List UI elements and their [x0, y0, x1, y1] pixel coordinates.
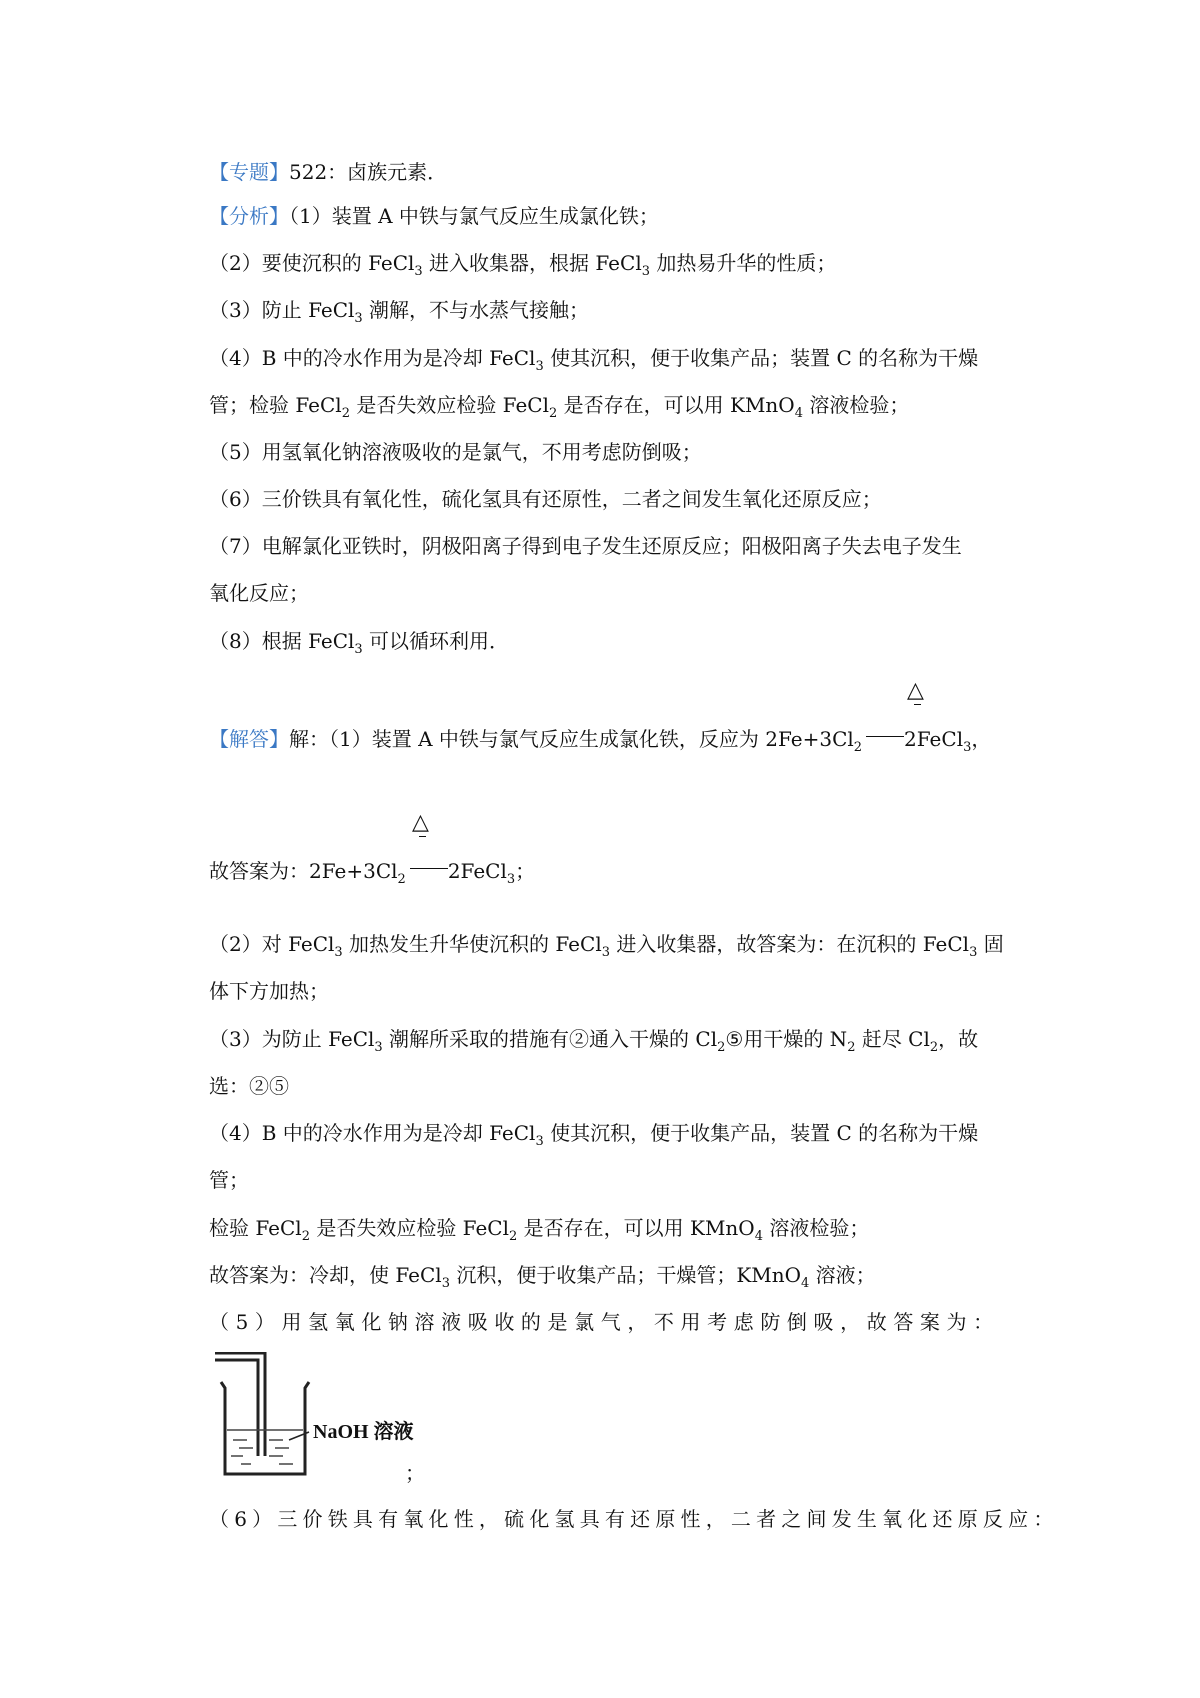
text: （4）B 中的冷水作用为是冷却 FeCl — [209, 346, 536, 370]
text: 赶尽 Cl — [855, 1027, 930, 1051]
text: 管； — [209, 1168, 249, 1192]
analysis-line-3 — [209, 298, 590, 326]
text: 可以循环利用． — [362, 629, 510, 653]
naoh-absorption-beaker-diagram — [213, 1352, 433, 1482]
subscript: 3 — [414, 264, 423, 279]
text: 是否存在，可以用 KMnO — [557, 393, 795, 417]
subscript: 2 — [397, 872, 406, 887]
text: 使其沉积，便于收集产品；装置 C 的名称为干燥 — [543, 346, 979, 370]
text: 加热发生升华使沉积的 FeCl — [342, 932, 602, 956]
text: 溶液检验； — [763, 1216, 870, 1240]
answer-line-8 — [209, 1170, 249, 1190]
text: 是否存在，可以用 KMnO — [517, 1216, 755, 1240]
subscript: 3 — [535, 1134, 544, 1149]
text: 溶液检验； — [803, 393, 910, 417]
analysis-text: （1）装置 A 中铁与氯气反应生成氯化铁； — [289, 204, 659, 228]
subscript: 2 — [509, 1229, 518, 1244]
subscript: 3 — [535, 359, 544, 374]
text: 使其沉积，便于收集产品，装置 C 的名称为干燥 — [543, 1121, 979, 1145]
text: （5）用氢氧化钠溶液吸收的是氯气，不用考虑防倒吸，故答案为： — [209, 1310, 1000, 1334]
text: 进入收集器，根据 FeCl — [422, 251, 642, 275]
answer-line-2 — [209, 858, 536, 887]
analysis-line-9 — [209, 583, 309, 603]
analysis-line-2 — [209, 251, 837, 279]
topic-line — [209, 162, 447, 182]
answer-tag: 解答 — [229, 727, 269, 751]
answer-line-12 — [405, 1463, 425, 1483]
answer-line-5 — [209, 1027, 979, 1055]
text: 沉积，便于收集产品；干燥管；KMnO — [449, 1263, 802, 1287]
text: 氧化反应； — [209, 581, 309, 605]
answer-line-6 — [209, 1076, 289, 1096]
bracket-open: 【 — [209, 727, 229, 751]
text: 是否失效应检验 FeCl — [309, 1216, 510, 1240]
subscript: 4 — [801, 1276, 810, 1291]
heat-condition-icon: △ — [412, 810, 429, 835]
analysis-line-8 — [209, 536, 962, 556]
text: （4）B 中的冷水作用为是冷却 FeCl — [209, 1121, 536, 1145]
text: ； — [405, 1461, 425, 1485]
answer-line-4 — [209, 981, 329, 1001]
text: 检验 FeCl — [209, 1216, 302, 1240]
bracket-close: 】 — [269, 160, 289, 184]
glass-tube — [215, 1360, 258, 1456]
text: （7）电解氯化亚铁时，阴极阳离子得到电子发生还原反应；阳极阳离子失去电子发生 — [209, 534, 962, 558]
text: ⑤用干燥的 N — [725, 1027, 848, 1051]
subscript: 2 — [853, 740, 863, 755]
answer-line-7 — [209, 1121, 979, 1149]
answer-line-1 — [209, 726, 992, 755]
subscript: 3 — [441, 1276, 450, 1291]
reaction-arrow — [406, 858, 448, 878]
subscript: 3 — [601, 945, 611, 960]
subscript: 3 — [354, 642, 363, 657]
subscript: 2 — [717, 1040, 726, 1055]
text: （2）要使沉积的 FeCl — [209, 251, 415, 275]
answer-line-9 — [209, 1216, 870, 1244]
reaction-arrow — [862, 726, 904, 746]
text: 潮解所采取的措施有②通入干燥的 Cl — [382, 1027, 718, 1051]
text: （2）对 FeCl — [209, 932, 335, 956]
subscript: 2 — [847, 1040, 856, 1055]
subscript: 3 — [506, 872, 516, 887]
analysis-line-1 — [209, 206, 659, 226]
text: 故答案为：2Fe+3Cl — [209, 859, 398, 883]
text: 2FeCl — [447, 859, 507, 883]
subscript: 3 — [969, 945, 978, 960]
text: 潮解，不与水蒸气接触； — [362, 298, 590, 322]
subscript: 3 — [374, 1040, 383, 1055]
text: 体下方加热； — [209, 979, 329, 1003]
text: 解：（1）装置 A 中铁与氯气反应生成氯化铁，反应为 2Fe+3Cl — [289, 727, 854, 751]
text: 是否失效应检验 FeCl — [349, 393, 550, 417]
text: ， — [971, 727, 992, 751]
text: 固 — [977, 932, 1004, 956]
text: （6）三价铁具有氧化性，硫化氢具有还原性，二者之间发生氧化还原反应； — [209, 487, 882, 511]
subscript: 3 — [354, 311, 363, 326]
analysis-line-10 — [209, 629, 510, 657]
text: 加热易升华的性质； — [650, 251, 837, 275]
text: 选：②⑤ — [209, 1074, 289, 1098]
analysis-line-7 — [209, 489, 882, 509]
topic-tag: 专题 — [229, 160, 269, 184]
text: 故答案为：冷却，使 FeCl — [209, 1263, 442, 1287]
subscript: 4 — [794, 406, 803, 421]
subscript: 2 — [341, 406, 350, 421]
naoh-solution-label: NaOH 溶液 — [313, 1421, 414, 1443]
subscript: 3 — [963, 740, 972, 755]
text: 溶液； — [809, 1263, 876, 1287]
text: （6）三价铁具有氧化性，硫化氢具有还原性，二者之间发生氧化还原反应： — [209, 1507, 1059, 1531]
analysis-line-4 — [209, 346, 979, 374]
bracket-open: 【 — [209, 160, 229, 184]
text: （3）为防止 FeCl — [209, 1027, 375, 1051]
heat-condition-icon: △ — [907, 678, 924, 703]
analysis-line-6 — [209, 442, 702, 462]
text: （5）用氢氧化钠溶液吸收的是氯气，不用考虑防倒吸； — [209, 440, 702, 464]
bracket-close: 】 — [269, 727, 289, 751]
text: ； — [515, 859, 536, 883]
analysis-line-5 — [209, 393, 910, 421]
bracket-close: 】 — [269, 204, 289, 228]
answer-line-13 — [209, 1509, 1059, 1529]
subscript: 2 — [549, 406, 558, 421]
subscript: 4 — [754, 1229, 763, 1244]
text: 管；检验 FeCl — [209, 393, 342, 417]
answer-line-10 — [209, 1263, 876, 1291]
answer-line-3 — [209, 932, 1004, 960]
subscript: 2 — [301, 1229, 310, 1244]
bracket-open: 【 — [209, 204, 229, 228]
text: （8）根据 FeCl — [209, 629, 355, 653]
text: ，故 — [938, 1027, 979, 1051]
subscript: 3 — [641, 264, 651, 279]
analysis-tag: 分析 — [229, 204, 269, 228]
answer-line-11 — [209, 1312, 1000, 1332]
text: （3）防止 FeCl — [209, 298, 355, 322]
text: 2FeCl — [904, 727, 964, 751]
text: 进入收集器，故答案为：在沉积的 FeCl — [610, 932, 970, 956]
subscript: 3 — [334, 945, 343, 960]
subscript: 2 — [929, 1040, 939, 1055]
topic-text: 522：卤族元素． — [289, 160, 448, 184]
